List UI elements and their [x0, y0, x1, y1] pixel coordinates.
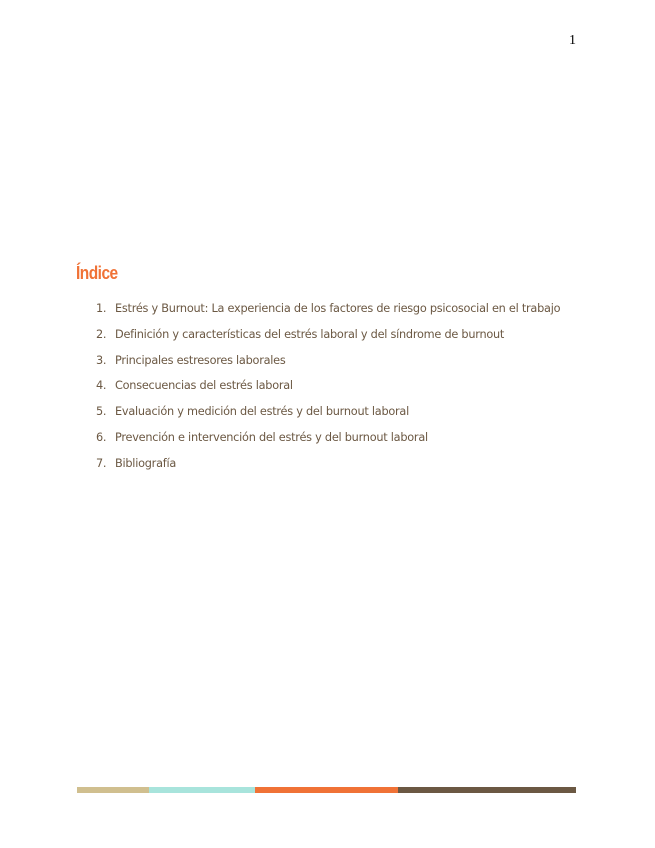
toc-item[interactable]: [96, 325, 560, 351]
toc-item-label: Consecuencias del estrés laboral: [115, 379, 293, 393]
toc-item-label: Evaluación y medición del estrés y del burnout laboral: [115, 405, 409, 419]
toc-item-number: 3.: [96, 353, 107, 367]
toc-heading: Índice: [76, 263, 118, 283]
toc-item-number: 4.: [96, 379, 107, 393]
toc-item-number: 1.: [96, 302, 107, 315]
toc-item[interactable]: [96, 351, 560, 377]
toc-item-label: Estrés y Burnout: La experiencia de los factores de riesgo psicosocial en el trabajo: [115, 302, 561, 315]
footer-bar-segment-teal: [149, 787, 255, 793]
toc-item-number: 6.: [96, 430, 107, 444]
toc-item[interactable]: [96, 376, 560, 402]
toc-item-number: 7.: [96, 456, 107, 470]
toc-item-number: 2.: [96, 327, 107, 341]
toc-item[interactable]: [96, 299, 560, 325]
footer-bar-segment-brown: [398, 787, 576, 793]
toc-item-label: Definición y características del estrés laboral y del síndrome de burnout: [115, 327, 505, 341]
page-number: 1: [569, 33, 576, 48]
footer-color-bar: [77, 787, 576, 793]
footer-bar-segment-tan: [77, 787, 149, 793]
toc-list: [96, 299, 560, 480]
toc-item-label: Principales estresores laborales: [115, 353, 286, 367]
toc-item[interactable]: [96, 454, 560, 480]
toc-item-label: Bibliografía: [115, 456, 177, 470]
footer-bar-segment-orange: [255, 787, 398, 793]
toc-item[interactable]: [96, 402, 560, 428]
toc-item-label: Prevención e intervención del estrés y del burnout laboral: [115, 430, 428, 444]
toc-item-number: 5.: [96, 405, 107, 419]
toc-item[interactable]: [96, 428, 560, 454]
